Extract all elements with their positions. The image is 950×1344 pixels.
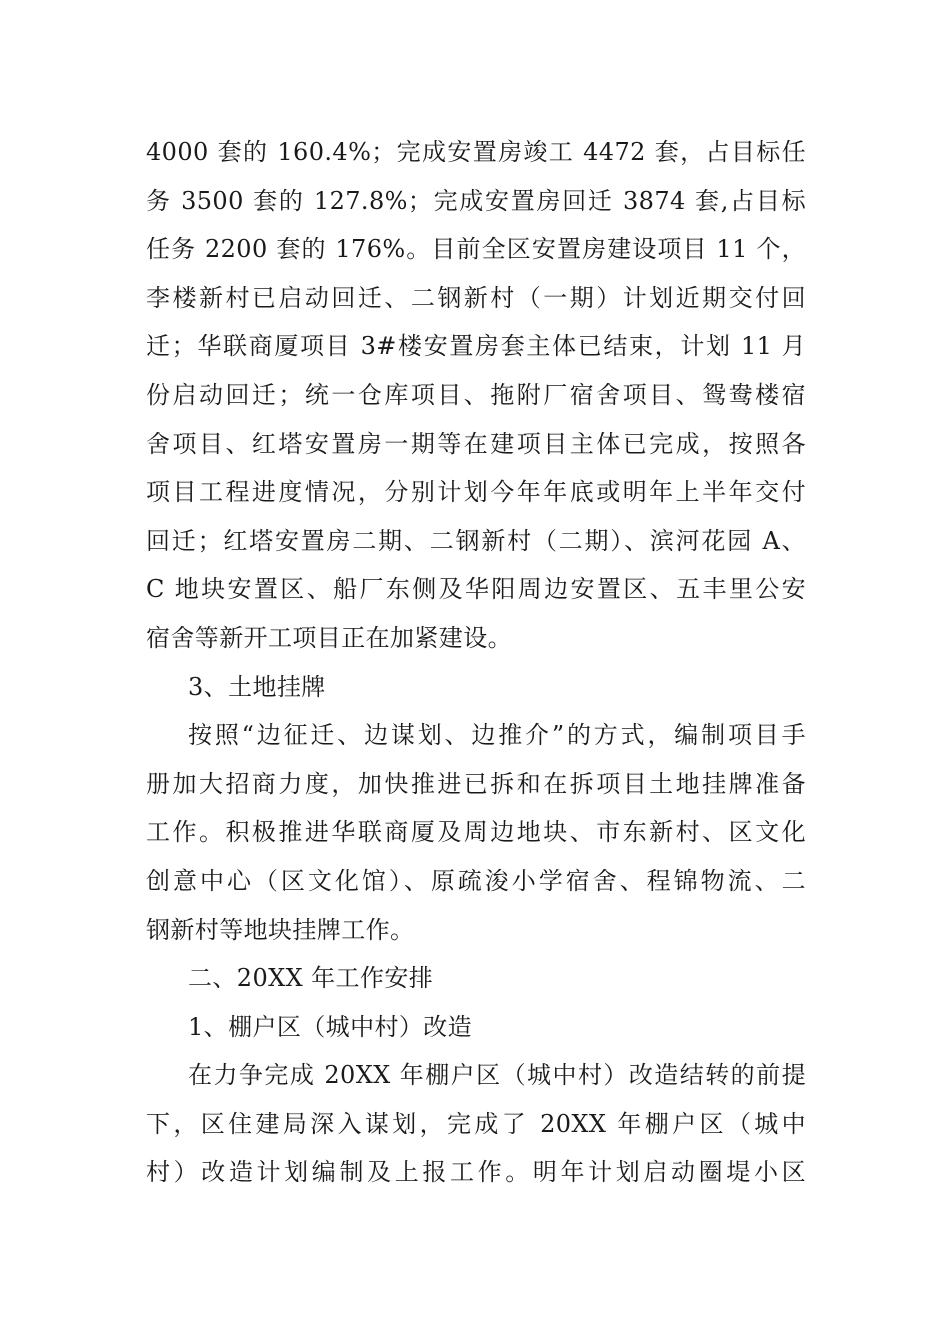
section-heading-land-listing: 3、土地挂牌 <box>188 672 326 701</box>
paragraph-line: 村）改造计划编制及上报工作。明年计划启动圈堤小区 <box>146 1158 806 1187</box>
paragraph-line: 李楼新村已启动回迁、二钢新村（一期）计划近期交付回 <box>146 283 806 312</box>
paragraph-line: 项目工程进度情况，分别计划今年年底或明年上半年交付 <box>146 478 806 507</box>
paragraph-line: 份启动回迁；统一仓库项目、拖附厂宿舍项目、鸳鸯楼宿 <box>146 380 806 409</box>
paragraph-line: 任务 2200 套的 176%。目前全区安置房建设项目 11 个， <box>146 235 806 264</box>
paragraph-line: 舍项目、红塔安置房一期等在建项目主体已完成，按照各 <box>146 429 806 458</box>
paragraph-first-line: 按照“边征迁、边谋划、边推介”的方式，编制项目手 <box>188 721 806 750</box>
section-heading-shantytown-renovation: 1、棚户区（城中村）改造 <box>188 1012 473 1041</box>
section-heading-work-plan: 二、20XX 年工作安排 <box>188 964 434 993</box>
paragraph-last-line: 宿舍等新开工项目正在加紧建设。 <box>146 623 512 652</box>
paragraph-line: 创意中心（区文化馆）、原疏浚小学宿舍、程锦物流、二 <box>146 866 806 895</box>
paragraph-line: 迁；华联商厦项目 3#楼安置房套主体已结束，计划 11 月 <box>146 332 806 361</box>
paragraph-last-line: 钢新村等地块挂牌工作。 <box>146 915 415 944</box>
paragraph-line: 下，区住建局深入谋划，完成了 20XX 年棚户区（城中 <box>146 1109 806 1138</box>
paragraph-line: 回迁；红塔安置房二期、二钢新村（二期）、滨河花园 A、 <box>146 526 806 555</box>
paragraph-line: 4000 套的 160.4%；完成安置房竣工 4472 套，占目标任 <box>146 138 806 166</box>
paragraph-line: C 地块安置区、船厂东侧及华阳周边安置区、五丰里公安 <box>146 575 806 604</box>
paragraph-line: 务 3500 套的 127.8%；完成安置房回迁 3874 套,占目标 <box>146 186 806 215</box>
document-body <box>146 128 806 1197</box>
paragraph-first-line: 在力争完成 20XX 年棚户区（城中村）改造结转的前提 <box>188 1061 806 1090</box>
paragraph-line: 册加大招商力度，加快推进已拆和在拆项目土地挂牌准备 <box>146 769 806 798</box>
paragraph-line: 工作。积极推进华联商厦及周边地块、市东新村、区文化 <box>146 818 806 847</box>
